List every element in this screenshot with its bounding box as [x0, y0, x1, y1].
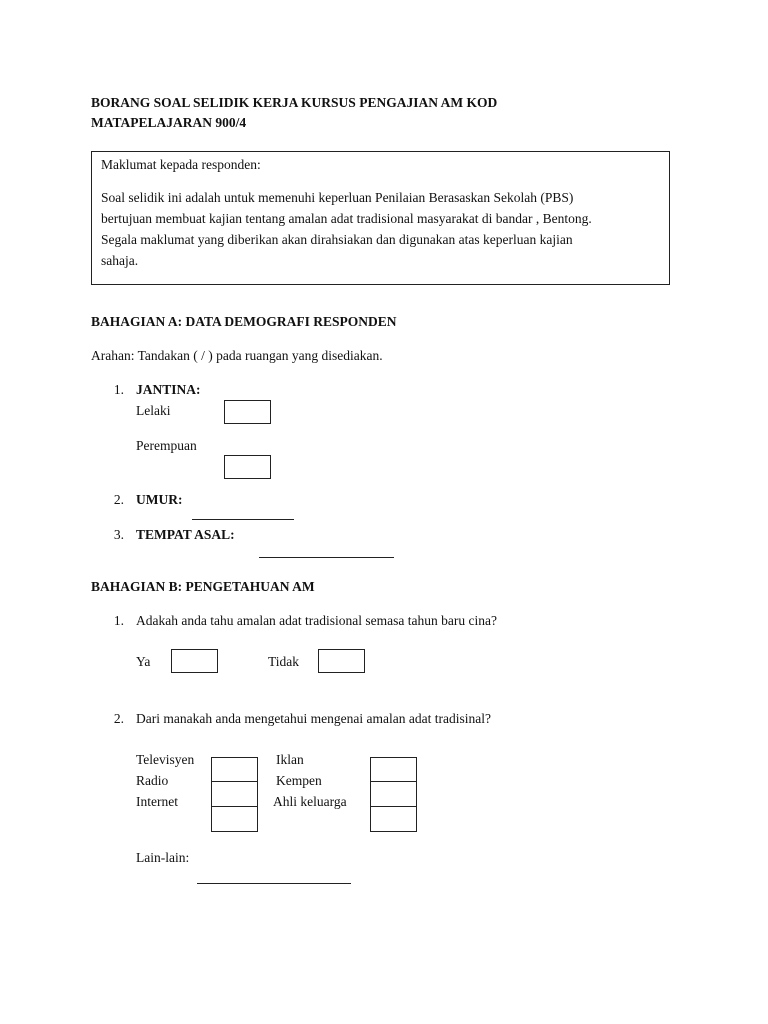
info-line-4: sahaja.: [101, 253, 139, 268]
origin-input-line[interactable]: [259, 557, 394, 558]
origin-label: TEMPAT ASAL:: [136, 527, 235, 542]
checkbox-male[interactable]: [224, 400, 271, 424]
gender-label: JANTINA:: [136, 382, 201, 397]
question-number: 2.: [113, 492, 124, 507]
form-title-line-2: MATAPELAJARAN 900/4: [91, 115, 247, 130]
checkbox-family[interactable]: [370, 806, 417, 832]
option-television-label: Televisyen: [136, 752, 195, 767]
question-number: 1.: [113, 382, 124, 397]
option-male-label: Lelaki: [136, 403, 171, 418]
other-input-line[interactable]: [197, 883, 351, 884]
form-title: [91, 93, 497, 133]
checkbox-campaign[interactable]: [370, 781, 417, 807]
question-number: 1.: [113, 613, 124, 628]
option-internet-label: Internet: [136, 794, 178, 809]
form-title-line-1: BORANG SOAL SELIDIK KERJA KURSUS PENGAJIAN AM KOD: [91, 95, 498, 110]
info-line-3: Segala maklumat yang diberikan akan dirahsiakan dan digunakan atas keperluan kajian: [101, 232, 573, 247]
checkbox-television[interactable]: [211, 757, 258, 782]
info-line-2: bertujuan membuat kajian tentang amalan adat tradisional masyarakat di bandar , Bentong.: [101, 211, 592, 226]
option-radio-label: Radio: [136, 773, 169, 788]
option-no-label: Tidak: [268, 654, 300, 669]
section-a-heading: BAHAGIAN A: DATA DEMOGRAFI RESPONDEN: [91, 314, 397, 329]
info-line-1: Soal selidik ini adalah untuk memenuhi keperluan Penilaian Berasaskan Sekolah (PBS): [101, 190, 574, 205]
checkbox-yes[interactable]: [171, 649, 218, 673]
checkbox-female[interactable]: [224, 455, 271, 479]
checkbox-internet[interactable]: [211, 806, 258, 832]
checkbox-no[interactable]: [318, 649, 365, 673]
option-female-label: Perempuan: [136, 438, 197, 453]
age-input-line[interactable]: [192, 519, 294, 520]
option-advert-label: Iklan: [276, 752, 304, 767]
question-b1-text: Adakah anda tahu amalan adat tradisional semasa tahun baru cina?: [136, 613, 497, 628]
checkbox-advert[interactable]: [370, 757, 417, 782]
section-a-instruction: Arahan: Tandakan ( / ) pada ruangan yang disediakan.: [91, 348, 383, 363]
option-family-label: Ahli keluarga: [273, 794, 347, 809]
checkbox-radio[interactable]: [211, 781, 258, 807]
info-heading: Maklumat kepada responden:: [101, 157, 261, 172]
question-number: 3.: [113, 527, 124, 542]
respondent-info-box: [91, 151, 670, 285]
question-number: 2.: [113, 711, 124, 726]
option-yes-label: Ya: [136, 654, 151, 669]
question-b2-text: Dari manakah anda mengetahui mengenai amalan adat tradisinal?: [136, 711, 491, 726]
age-label: UMUR:: [136, 492, 183, 507]
section-b-heading: BAHAGIAN B: PENGETAHUAN AM: [91, 579, 315, 594]
option-campaign-label: Kempen: [276, 773, 322, 788]
option-other-label: Lain-lain:: [136, 850, 190, 865]
